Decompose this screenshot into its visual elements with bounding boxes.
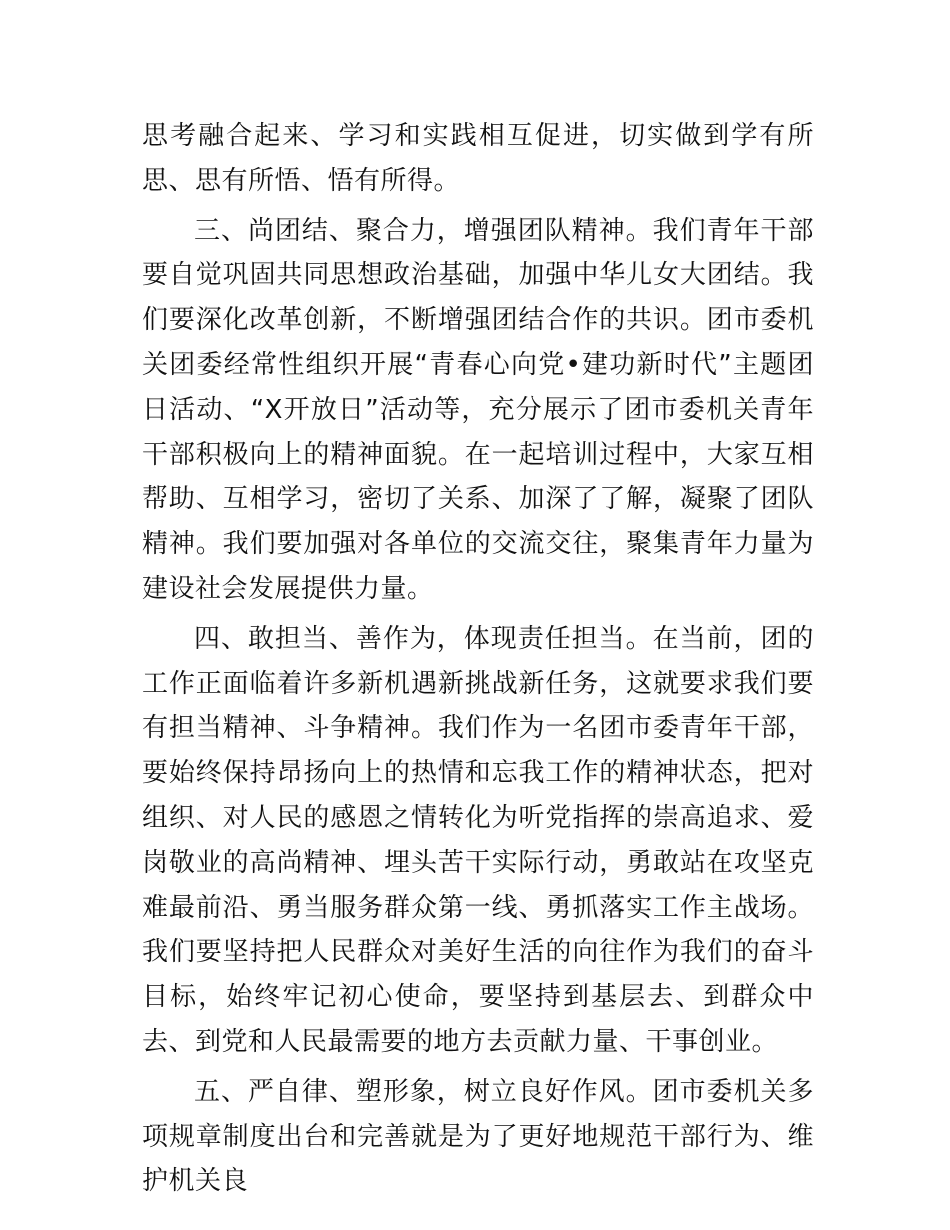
paragraph-section-three: 三、尚团结、聚合力，增强团队精神。我们青年干部要自觉巩固共同思想政治基础，加强中华儿女大团结。我们要深化改革创新，不断增强团结合作的共识。团市委机关团委经常性组织开展“青春心向党•建功新时代”主题团日活动、“X开放日”活动等，充分展示了团市委机关青年干部积极向上的精神面貌。在一起培训过程中，大家互相帮助、互相学习，密切了关系、加深了了解，凝聚了团队精神。我们要加强对各单位的交流交往，聚集青年力量为建设社会发展提供力量。 (142, 215, 814, 604)
paragraph-section-five: 五、严自律、塑形象，树立良好作风。团市委机关多项规章制度出台和完善就是为了更好地规范干部行为、维护机关良 (142, 1076, 814, 1197)
paragraph-continuation: 思考融合起来、学习和实践相互促进，切实做到学有所思、思有所悟、悟有所得。 (142, 121, 814, 196)
paragraph-section-four: 四、敢担当、善作为，体现责任担当。在当前，团的工作正面临着许多新机遇新挑战新任务，这就要求我们要有担当精神、斗争精神。我们作为一名团市委青年干部，要始终保持昂扬向上的热情和忘我工作的精神状态，把对组织、对人民的感恩之情转化为听党指挥的崇高追求、爱岗敬业的高尚精神、埋头苦干实际行动，勇敢站在攻坚克难最前沿、勇当服务群众第一线、勇抓落实工作主战场。我们要坚持把人民群众对美好生活的向往作为我们的奋斗目标，始终牢记初心使命，要坚持到基层去、到群众中去、到党和人民最需要的地方去贡献力量、干事创业。 (142, 623, 814, 1057)
document-body (142, 114, 814, 1204)
